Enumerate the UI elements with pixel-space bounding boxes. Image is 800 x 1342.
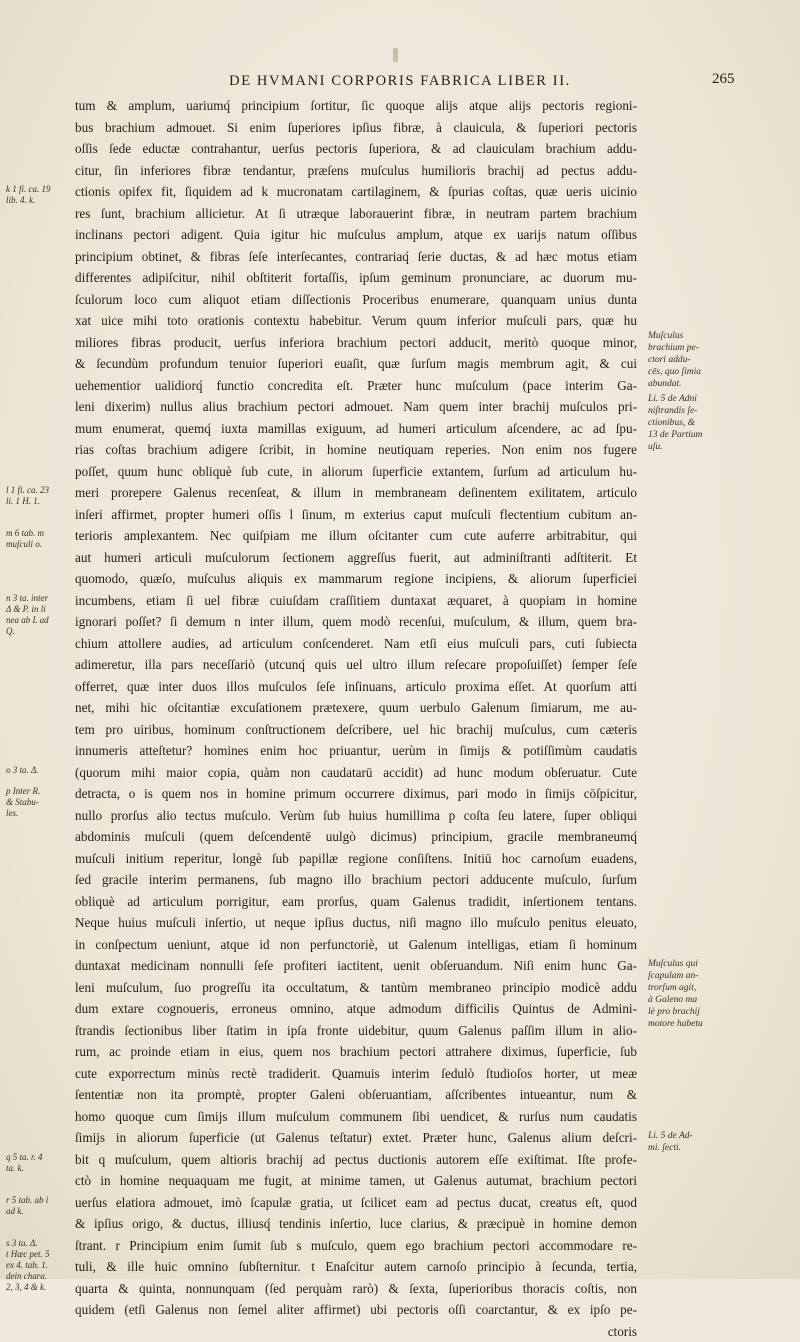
text-line: differentes adipiſcitur, nihil obſtiterit fortaſſis, ipſum geminum pronunciare, ac duorum mu- <box>75 267 637 289</box>
left-note-line: 2, 3, 4 & k. <box>6 1282 70 1293</box>
left-note-p <box>6 786 70 819</box>
right-note-line: trorſum agit, <box>648 982 714 994</box>
text-line: rum, ac proinde etiam in eius, quem nos brachium pectori attrahere diximus, ſuperficie, ſub <box>75 1041 637 1063</box>
text-line: ctò in homine nequaquam me fugit, at minime tamen, ut Galenus autumat, brachium pectori <box>75 1170 637 1192</box>
text-line: uehementior ualidiorq́ functio concredita eſt. Præter hunc muſculum (pace interim Ga- <box>75 375 637 397</box>
left-note-o <box>6 765 70 776</box>
text-line: obliquè ad articulum porrigitur, eam prorſus, quam Galenus tradidit, inſertionem tentans. <box>75 891 637 913</box>
left-note-line: ta. k. <box>6 1163 70 1174</box>
text-line: xat uice mihi toto orationis contextu habebitur. Verum quum inferior muſculi pars, quæ hu <box>75 310 637 332</box>
text-line: (quorum mihi maior copia, quàm non caudatarū accidit) ad hunc modum obſeruatur. Cute <box>75 762 637 784</box>
right-note-line: cēs, quo ſimia <box>648 366 714 378</box>
note-musculus-scapulam <box>648 958 714 1030</box>
left-note-s <box>6 1238 70 1293</box>
left-note-line: muſculi o. <box>6 539 70 550</box>
text-line: rias coſtas brachium adigere ſcribit, in homine neutiquam reperies. Non enim nos fugere <box>75 439 637 461</box>
right-note-line: Li. 5 de Ad- <box>648 1130 714 1142</box>
text-line: tum & amplum, uariumq́ principium ſortitur, ſic quoque alijs atque alijs pectoris regioni- <box>75 95 637 117</box>
text-line: Neque huius muſculi inſertio, ut neque ipſius ductus, niſi magno illo muſculo penitus eleuato, <box>75 912 637 934</box>
text-line: terioris amplexantem. Nec quiſpiam me illum oſcitanter cum cute auferre arbitrabitur, qui <box>75 525 637 547</box>
right-note-line: ctionibus, & <box>648 417 714 429</box>
text-line: principium obtinet, & fibras ſeſe interſecantes, contrariaq́ ſerie ductas, & ad hæc motus etiam <box>75 246 637 268</box>
text-line: ſimijs in aliorum ſuperficie (ut Galenus teſtatur) extet. Præter hunc, Galenus alium deſcri- <box>75 1127 637 1149</box>
note-musculus-brachium <box>648 330 714 390</box>
text-line: ignorari poſſet? ſi demum n inter illum, quem modò recenſui, muſculum, & illum, quem bra- <box>75 611 637 633</box>
right-note-line: ſcapulam an- <box>648 970 714 982</box>
left-note-line: li. 1 H. 1. <box>6 496 70 507</box>
right-note-line: Muſculus qui <box>648 958 714 970</box>
left-note-line: nea ab L ad <box>6 615 70 626</box>
text-line: abdominis muſculi (quem deſcendentē uulgò dicimus) principium, gracile membraneumq́ <box>75 826 637 848</box>
text-line: ſed gracile interim permanens, ſub magno illo brachium pectori adducente muſculo, ſurſum <box>75 869 637 891</box>
text-line: ctoris <box>75 1321 637 1342</box>
text-line: ſententiæ non ita promptè, propter Galeni obſeruantiam, aſſcribentes intueantur, num & <box>75 1084 637 1106</box>
right-note-line: 13 de Partium <box>648 429 714 441</box>
text-line: oſſis ſede eductæ contrahantur, uerſus pectoris ſuperiora, & ad clauiculam brachium addu- <box>75 138 637 160</box>
text-line: bus brachium admouet. Si enim ſuperiores ipſius fibræ, à clauicula, & ſuperiori pectoris <box>75 117 637 139</box>
left-note-line: l 1 fi. ca. 23 <box>6 485 70 496</box>
left-note-line: r 5 tab. ab i <box>6 1195 70 1206</box>
left-note-line: & Stabu- <box>6 797 70 808</box>
right-note-line: abundat. <box>648 378 714 390</box>
left-note-line: ex 4. tab. 1. <box>6 1260 70 1271</box>
text-line: nullo prorſus alio tectus muſculo. Verùm ſub huius humillima p coſta ſeu latere, ſuper obliqui <box>75 805 637 827</box>
text-line: inclinans pectori adigent. Quia igitur hic muſculus amplum, atque ex uarijs natum oſſibus <box>75 224 637 246</box>
text-line: innumeris atteſtetur? homines enim hoc priuantur, uerùm in ſimijs & potiſſimùm caudatis <box>75 740 637 762</box>
text-line: ſtrandis ſectionibus liber ſtatim in ipſa fronte uidebitur, quum Galenus paſſim illum in alio- <box>75 1020 637 1042</box>
text-line: leni dixerim) nullus alius brachium pectori admouet. Nam quem inter brachij muſculos pri- <box>75 396 637 418</box>
left-note-q <box>6 1152 70 1174</box>
text-line: miliores fibras producit, uerſus inferiora brachium pectori adducit, meritò quoque minor, <box>75 332 637 354</box>
left-note-l <box>6 485 70 507</box>
text-line: ctionis opifex fit, ſiquidem ad k mucronatam cartilaginem, & ſpurias coſtas, quæ ueris uicinio <box>75 181 637 203</box>
note-li5-admini <box>648 1130 714 1154</box>
text-line: leni muſculum, ſuo progreſſu ita occultatum, & tantùm membraneo principio modicè addu <box>75 977 637 999</box>
text-line: tuli, & ille huic omnino ſubſternitur. t Enaſcitur autem carnoſo principio à ſecunda, tertia, <box>75 1256 637 1278</box>
text-line: adimeretur, illa pars neceſſariò (utcunq́ quis uel ultro illum reſecare propoſuiſſet) ſemper ſeſe <box>75 654 637 676</box>
main-text-column <box>75 95 637 1342</box>
text-line: muſculi initium reperitur, longè ſub papillæ regione conſiſtens. Initiū hoc carnoſum euadens, <box>75 848 637 870</box>
page-number: 265 <box>712 71 735 88</box>
running-title: DE HVMANI CORPORIS FABRICA LIBER II. <box>120 73 680 90</box>
left-note-line: m 6 tab. m <box>6 528 70 539</box>
text-line: & ipſius origo, & ductus, illiusq́ tendinis inſertio, luce clarius, & præcipuè in homine demon <box>75 1213 637 1235</box>
text-line: quomodo, quæſo, muſculus aliquis ex mammarum regione incipiens, & aliorum ſuperficiei <box>75 568 637 590</box>
text-line: cute exporrectum minùs rectè tradiderit. Quamuis interim ſedulò ſtudioſos horter, ut meæ <box>75 1063 637 1085</box>
text-line: chium attollere audies, ad articulum conſcenderet. Nam etſi eius muſculi pars, cuti ſubiecta <box>75 633 637 655</box>
text-line: ſculorum loco cum aliquot etiam diſſectionis Proceribus enumerare, quanquam unius dunta <box>75 289 637 311</box>
text-line: tem pro uiribus, hominum conſtructionem deſcribere, uel hic brachij muſculus, cum cæteris <box>75 719 637 741</box>
text-line: homo quoque cum ſimijs illum muſculum communem ſibi uendicet, & rurſus num caudatis <box>75 1106 637 1128</box>
text-line: bit q muſculum, quem altioris brachij ad pectus ductionis autorem eſſe exiſtimat. Iſte profe- <box>75 1149 637 1171</box>
text-line: offerret, quæ inter duos illos muſculos ſeſe inſinuans, articulo proxima eſſet. At quorſum atti <box>75 676 637 698</box>
text-line: & ſecundùm profundum tenuior ſuperiori euaſit, quæ ſurſum magis membrum agit, & cui <box>75 353 637 375</box>
text-line: ſtrant. r Principium enim ſumit ſub s muſculo, quem ego brachium pectori accommodare re- <box>75 1235 637 1257</box>
text-line: quidem (etſi Galenus non ſemel aliter affirmet) ubi pectoris oſſi coarctantur, & ex ipſo pe- <box>75 1299 637 1321</box>
right-note-line: lè pro brachij <box>648 1006 714 1018</box>
left-note-n <box>6 593 70 637</box>
right-note-line: ctori addu- <box>648 354 714 366</box>
left-note-r <box>6 1195 70 1217</box>
text-line: poſſet, quum hunc obliquè ſub cute, in aliorum ſuperficie extantem, ſurſum ad articulum hu- <box>75 461 637 483</box>
text-line: net, mihi hic oſcitantiæ excuſationem prætexere, quum uerbulo Galenum ſimiarum, me au- <box>75 697 637 719</box>
left-note-line: t Hæc pet. 5 <box>6 1249 70 1260</box>
note-li5-administrandis <box>648 393 714 453</box>
text-line: mum enumerat, quemq́ iuxta mamillas exiguum, ad humeri articulum aſcendere, ac ad ſpu- <box>75 418 637 440</box>
left-note-line: n 3 ta. inter <box>6 593 70 604</box>
left-note-line: Q. <box>6 626 70 637</box>
left-note-line: p Inter R. <box>6 786 70 797</box>
text-line: duntaxat medicinam nonnulli ſeſe profiteri iactitent, uenit obſeruandum. Niſi enim hunc Ga- <box>75 955 637 977</box>
text-line: meri prorepere Galenus recenſeat, & illum in membraneam deſinentem exilitatem, articulo <box>75 482 637 504</box>
left-note-line: lib. 4. k. <box>6 195 70 206</box>
ink-mark <box>393 48 398 62</box>
left-note-m <box>6 528 70 550</box>
right-note-line: à Galeno ma <box>648 994 714 1006</box>
text-line: inſeri affirmet, propter humeri oſſis l ſinum, m exterius caput muſculi flectentium cubitum an- <box>75 504 637 526</box>
left-note-line: les. <box>6 808 70 819</box>
right-note-line: Li. 5 de Adni <box>648 393 714 405</box>
left-note-line: k 1 fi. ca. 19 <box>6 184 70 195</box>
right-note-line: uſu. <box>648 441 714 453</box>
text-line: detracta, o is quem nos in homine primum occurrere diximus, pari modo in ſimijs cōſpicitur, <box>75 783 637 805</box>
left-note-line: ad k. <box>6 1206 70 1217</box>
left-note-line: q 5 ta. r. 4 <box>6 1152 70 1163</box>
text-line: dum extare cognoueris, erroneus omnino, atque admodum difficilis Quintus de Admini- <box>75 998 637 1020</box>
text-line: res ſunt, brachium allicietur. At ſi utræque laborauerint fibræ, in neutram partem brachium <box>75 203 637 225</box>
left-note-line: dein chara. <box>6 1271 70 1282</box>
text-line: in conſpectum ueniunt, atque id non perfunctoriè, ut Galenum intelligas, etiam ſi hominum <box>75 934 637 956</box>
left-note-line: o 3 ta. Δ. <box>6 765 70 776</box>
text-line: quarta & quinta, nonnunquam (ſed perquàm rarò) & ſexta, ſuperioribus thoracis coſtis, non <box>75 1278 637 1300</box>
right-note-line: Muſculus <box>648 330 714 342</box>
text-line: incumbens, etiam ſi uel fibræ cuiuſdam craſſitiem duntaxat æquaret, à quopiam in homine <box>75 590 637 612</box>
left-note-line: Δ & P. in li <box>6 604 70 615</box>
text-line: uerſus elatiora admouet, imò ſcapulæ gratia, ut ſcilicet eam ad pectus ducat, creatus eſt, quod <box>75 1192 637 1214</box>
text-line: aut humeri articuli muſculorum ſectionem aggreſſus fuerit, aut adminiſtranti adſtiterit. Et <box>75 547 637 569</box>
right-note-line: mi. ſecti. <box>648 1142 714 1154</box>
right-note-line: niſtrandis ſe- <box>648 405 714 417</box>
left-note-line: s 3 ta. Δ. <box>6 1238 70 1249</box>
right-note-line: brachium pe- <box>648 342 714 354</box>
right-note-line: motore habetu <box>648 1018 714 1030</box>
text-line: citur, ſin inferiores fibræ tendantur, præſens muſculus humilioris brachij ad pectus addu- <box>75 160 637 182</box>
left-note-k <box>6 184 70 206</box>
